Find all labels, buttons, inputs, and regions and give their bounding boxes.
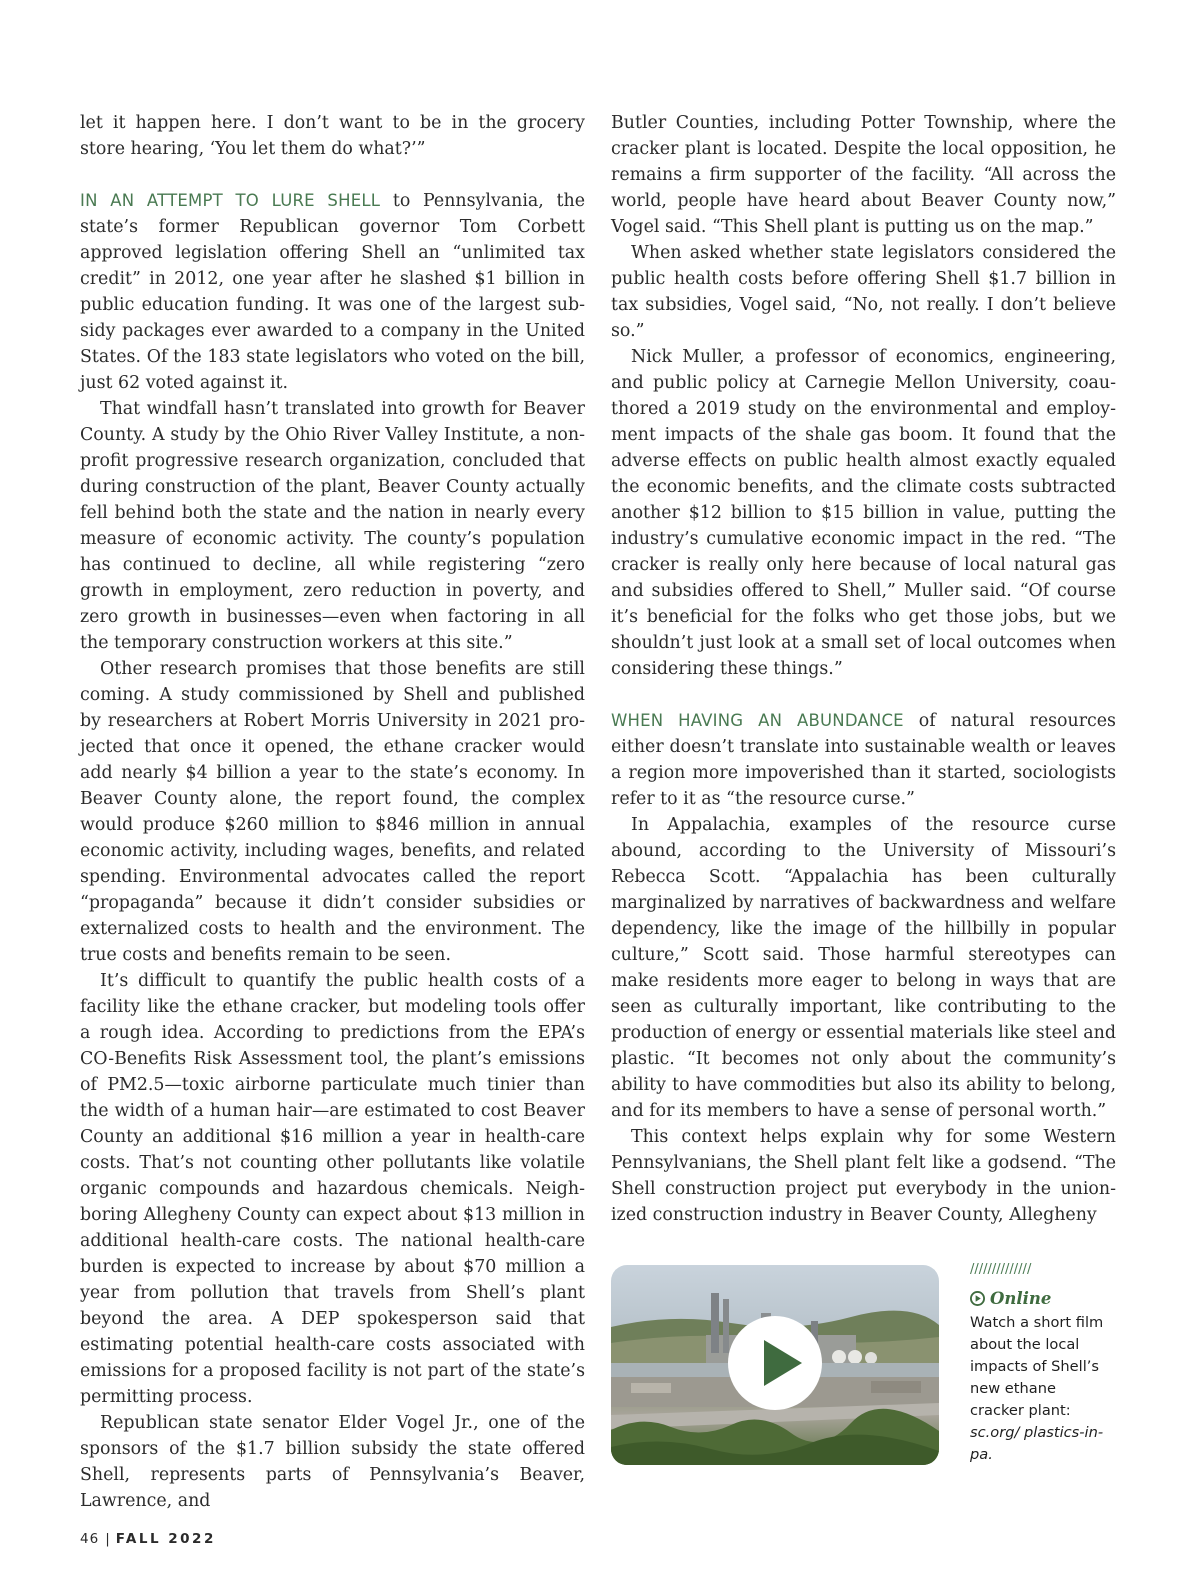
paragraph-text: of natural resources either doesn’t translate into sustainable wealth or leaves a region more impoverished than it started, sociologists refer to it as “the resource curse.” xyxy=(611,711,1116,809)
paragraph: let it happen here. I don’t want to be in the grocery store hearing, ‘You let them do what?’” xyxy=(80,113,585,159)
issue-label: FALL 2022 xyxy=(115,1531,216,1547)
page-number: 46 xyxy=(80,1531,100,1547)
paragraph: In Appalachia, examples of the resource curse abound, according to the University of Missouri’s Rebecca Scott. “Appalachia has been culturally marginalized by narratives of backwardness and welfare dependency, like the image of the hillbilly in popular culture,” Scott said. Those harmful stereotypes can make residents more eager to belong in ways that are seen as culturally important, like contributing to the production of energy or essential materials like steel and plastic. “It becomes not only about the community’s ability to have commodities but also its ability to belong, and for its members to have a sense of personal worth.” xyxy=(611,815,1116,1121)
video-blurb xyxy=(970,1312,1110,1466)
section-paragraph xyxy=(80,188,585,396)
online-label: Online xyxy=(990,1289,1052,1308)
paragraph: This context helps explain why for some Western Pennsylvanians, the Shell plant felt like a godsend. “The Shell construction project put everybody in the unionized construction industry in Beaver County, Allegheny xyxy=(611,1127,1116,1225)
left-column xyxy=(80,110,585,1514)
section-lead: IN AN ATTEMPT TO LURE SHELL xyxy=(80,191,381,210)
paragraph: Other research promises that those benefits are still coming. A study commissioned by Shell and published by researchers at Robert Morris University in 2021 projected that once it opened, the ethane cracker would add nearly $4 billion a year to the state’s economy. In Beaver County alone, the report found, the complex would produce $260 million to $846 million in annual economic activity, including wages, benefits, and related spending. Environmental advocates called the report “propaganda” because it didn’t consider subsidies or externalized costs to health and the environment. The true costs and benefits remain to be seen. xyxy=(80,659,585,965)
paragraph: That windfall hasn’t translated into growth for Beaver County. A study by the Ohio River Valley Institute, a nonprofit progressive research organization, concluded that during construction of the plant, Beaver County actually fell behind both the state and the nation in nearly every measure of economic activity. The county’s population has continued to decline, all while registering “zero growth in employment, zero reduction in poverty, and zero growth in businesses—even when factoring in all the temporary construction workers at this site.” xyxy=(80,399,585,653)
paragraph: Nick Muller, a professor of economics, engineering, and public policy at Carnegie Mellon University, coauthored a 2019 study on the environmental and employment impacts of the shale gas boom. It found that the adverse effects on public health almost exactly equaled the economic benefits, and the climate costs subtracted another $12 billion to $15 billion in value, putting the industry’s cumulative economic impact in the red. “The cracker is really only here because of local natural gas and subsidies offered to Shell,” Muller said. “Of course it’s beneficial for the folks who get those jobs, but we shouldn’t just look at a small set of local outcomes when considering these things.” xyxy=(611,347,1116,679)
footer-separator: | xyxy=(105,1531,110,1547)
page-footer xyxy=(80,1531,216,1547)
paragraph: It’s difficult to quantify the public health costs of a facility like the ethane cracker, but modeling tools offer a rough idea. According to predictions from the EPA’s CO-Benefits Risk Assessment tool, the plant’s emissions of PM2.5—toxic airborne particulate much tinier than the width of a human hair—are estimated to cost Beaver County an additional $16 million a year in health-care costs. That’s not counting other pollutants like volatile organic compounds and hazardous chemicals. Neighboring Allegheny County can expect about $13 million in additional health-care costs. The national health-care burden is expected to increase by about $70 million a year from pollution that travels from Shell’s plant beyond the area. A DEP spokesperson said that estimating potential health-care costs associated with emissions for a proposed facility is not part of the state’s permitting process. xyxy=(80,971,585,1407)
decorative-slashes: ////////////// xyxy=(970,1262,1032,1277)
online-sidebar xyxy=(970,1262,1110,1466)
paragraph: Butler Counties, including Potter Township, where the cracker plant is located. Despite the local opposition, he remains a firm supporter of the facility. “All across the world, people have heard about Beaver County now,” Vogel said. “This Shell plant is putting us on the map.” xyxy=(611,113,1116,237)
section-lead: WHEN HAVING AN ABUNDANCE xyxy=(611,711,904,730)
right-column xyxy=(611,110,1116,1228)
play-icon xyxy=(764,1340,802,1386)
section-paragraph xyxy=(611,708,1116,812)
online-heading xyxy=(970,1289,1110,1308)
video-thumbnail[interactable] xyxy=(611,1265,939,1465)
play-button[interactable] xyxy=(728,1316,822,1410)
video-link[interactable]: sc.org/ plastics-in-pa. xyxy=(970,1424,1104,1463)
paragraph: When asked whether state legislators considered the public health costs before offering Shell $1.7 billion in tax subsidies, Vogel said, “No, not really. I don’t believe so.” xyxy=(611,243,1116,341)
blurb-text: Watch a short film about the local impacts of Shell’s new ethane cracker plant: xyxy=(970,1314,1104,1419)
paragraph: Republican state senator Elder Vogel Jr., one of the sponsors of the $1.7 billion subsidy the state offered Shell, represents parts of Pennsylvania’s Beaver, Lawrence, and xyxy=(80,1413,585,1511)
play-circle-icon xyxy=(970,1291,985,1306)
paragraph-text: to Pennsylvania, the state’s former Republican governor Tom Corbett approved legislation offering Shell an “unlimited tax credit” in 2012, one year after he slashed $1 billion in public education funding. It was one of the largest subsidy packages ever awarded to a company in the United States. Of the 183 state legislators who voted on the bill, just 62 voted against it. xyxy=(80,191,585,393)
